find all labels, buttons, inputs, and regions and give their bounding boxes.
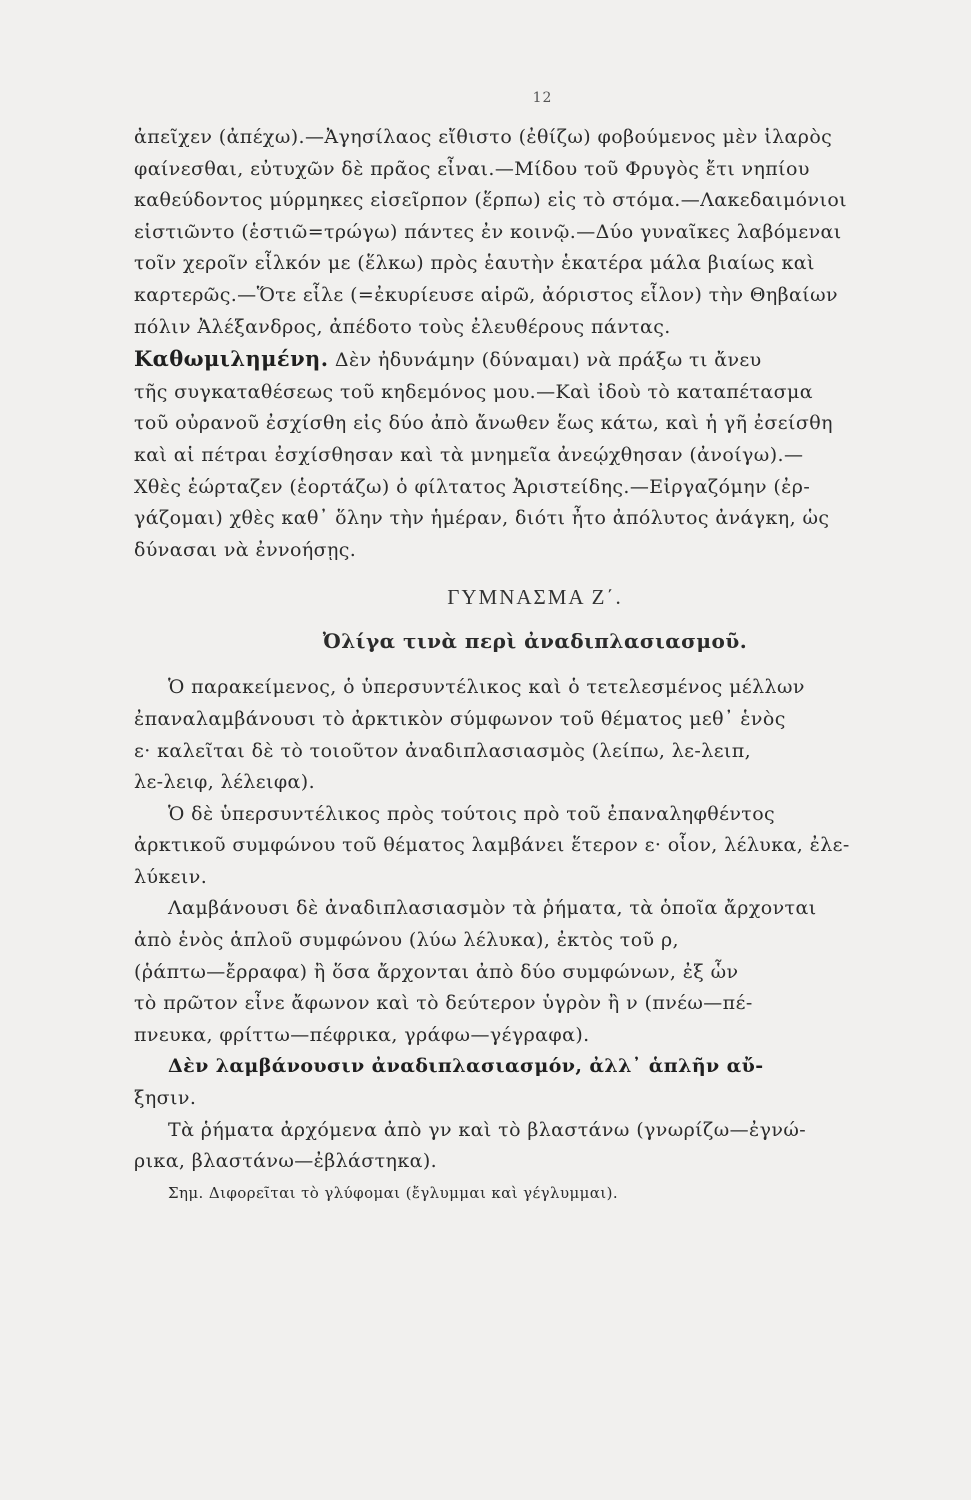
- spoken-language-section: [134, 343, 936, 566]
- text-line: καρτερῶς.—Ὅτε εἷλε (=ἐκυρίευσε αἱρῶ, ἀόριστος εἷλον) τὴν Θηβαίων: [134, 283, 838, 306]
- text-line: καὶ αἱ πέτραι ἐσχίσθησαν καὶ τὰ μνημεῖα ἀνεῴχθησαν (ἀνοίγω).—: [134, 443, 804, 466]
- text-line: φαίνεσθαι, εὐτυχῶν δὲ πρᾶος εἶναι.—Μίδου τοῦ Φρυγὸς ἔτι νηπίου: [134, 157, 810, 180]
- text-line: (ῥάπτω—ἔρραφα) ἢ ὅσα ἄρχονται ἀπὸ δύο συμφώνων, ἐξ ὧν: [134, 960, 739, 983]
- text-line: Δὲν λαμβάνουσιν ἀναδιπλασιασμόν, ἀλλ᾽ ἁπλῆν αὔ-: [168, 1055, 764, 1078]
- paragraph: [134, 1051, 936, 1114]
- paragraph: [134, 799, 936, 894]
- text-line: Τὰ ῥήματα ἀρχόμενα ἀπὸ γν καὶ τὸ βλαστάνω (γνωρίζω—ἐγνώ-: [168, 1118, 807, 1141]
- text-line: ἀπὸ ἑνὸς ἁπλοῦ συμφώνου (λύω λέλυκα), ἐκτὸς τοῦ ρ,: [134, 929, 679, 952]
- text-line: ε· καλεῖται δὲ τὸ τοιοῦτον ἀναδιπλασιασμὸς (λείπω, λε-λειπ,: [134, 739, 752, 762]
- footnote: Σημ. Διφορεῖται τὸ γλύφομαι (ἔγλυμμαι καὶ γέγλυμμαι).: [168, 1183, 618, 1202]
- paragraph: [134, 672, 936, 798]
- text-line: Λαμβάνουσι δὲ ἀναδιπλασιασμὸν τὰ ῥήματα, τὰ ὁποῖα ἄρχονται: [168, 897, 817, 920]
- text-line: πόλιν Ἀλέξανδρος, ἀπέδοτο τοὺς ἐλευθέρους πάντας.: [134, 315, 671, 338]
- text-line: ἐπαναλαμβάνουσι τὸ ἀρκτικὸν σύμφωνον τοῦ θέματος μεθ᾽ ἑνὸς: [134, 707, 786, 730]
- text-line: εἱστιῶντο (ἑστιῶ=τρώγω) πάντες ἐν κοινῷ.—Δύο γυναῖκες λαβόμεναι: [134, 220, 842, 243]
- text-line: τοῖν χεροῖν εἷλκόν με (ἕλκω) πρὸς ἑαυτὴν ἑκατέρα μάλα βιαίως καὶ: [134, 252, 815, 275]
- text-line: Ὁ δὲ ὑπερσυντέλικος πρὸς τούτοις πρὸ τοῦ ἐπαναληφθέντος: [168, 802, 776, 825]
- text-line: λε-λειφ, λέλειφα).: [134, 771, 316, 794]
- text-line: ξησιν.: [134, 1087, 197, 1110]
- text-line: ρικα, βλαστάνω—ἐβλάστηκα).: [134, 1150, 438, 1173]
- text-line: καθεύδοντος μύρμηκες εἰσεῖρπον (ἕρπω) εἰς τὸ στόμα.—Λακεδαιμόνιοι: [134, 189, 848, 212]
- text-line: γάζομαι) χθὲς καθ᾽ ὅλην τὴν ἡμέραν, διότι ἦτο ἀπόλυτος ἀνάγκη, ὡς: [134, 507, 830, 530]
- text-line: δύνασαι νὰ ἐννοήσῃς.: [134, 538, 357, 561]
- text-line: τῆς συγκαταθέσεως τοῦ κηδεμόνος μου.—Καὶ ἰδοὺ τὸ καταπέτασμα: [134, 380, 813, 403]
- section-title: Καθωμιλημένη.: [134, 346, 329, 372]
- text-line-fragment: Δὲν ἠδυνάμην (δύναμαι) νὰ πράξω τι ἄνευ: [334, 349, 762, 372]
- text-line: Χθὲς ἑώρταζεν (ἑορτάζω) ὁ φίλτατος Ἀριστείδης.—Εἰργαζόμην (ἐρ-: [134, 475, 811, 498]
- paragraph: [134, 893, 936, 1051]
- paragraph: [134, 1115, 936, 1178]
- examples-section: [134, 122, 936, 343]
- text-line: λύκειν.: [134, 865, 208, 888]
- text-line: ἀρκτικοῦ συμφώνου τοῦ θέματος λαμβάνει ἕτερον ε· οἷον, λέλυκα, ἐλε-: [134, 834, 850, 857]
- page-number: 12: [532, 90, 553, 106]
- text-line: [134, 343, 936, 377]
- text-line: τοῦ οὐρανοῦ ἐσχίσθη εἰς δύο ἀπὸ ἄνωθεν ἕως κάτω, καὶ ἡ γῆ ἐσείσθη: [134, 412, 833, 435]
- text-line: πνευκα, φρίττω—πέφρικα, γράφω—γέγραφα).: [134, 1023, 590, 1046]
- text-line: Ὁ παρακείμενος, ὁ ὑπερσυντέλικος καὶ ὁ τετελεσμένος μέλλων: [168, 676, 805, 699]
- exercise-subheading: Ὀλίγα τινὰ περὶ ἀναδιπλασιασμοῦ.: [322, 629, 748, 654]
- text-line: τὸ πρῶτον εἶνε ἄφωνον καὶ τὸ δεύτερον ὑγρὸν ἢ ν (πνέω—πέ-: [134, 992, 753, 1015]
- body-text: [134, 122, 936, 1209]
- text-line: ἀπεῖχεν (ἀπέχω).—Ἀγησίλαος εἴθιστο (ἐθίζω) φοβούμενος μὲν ἱλαρὸς: [134, 126, 833, 148]
- exercise-heading: ΓΥΜΝΑΣΜΑ Ζ΄.: [447, 585, 623, 610]
